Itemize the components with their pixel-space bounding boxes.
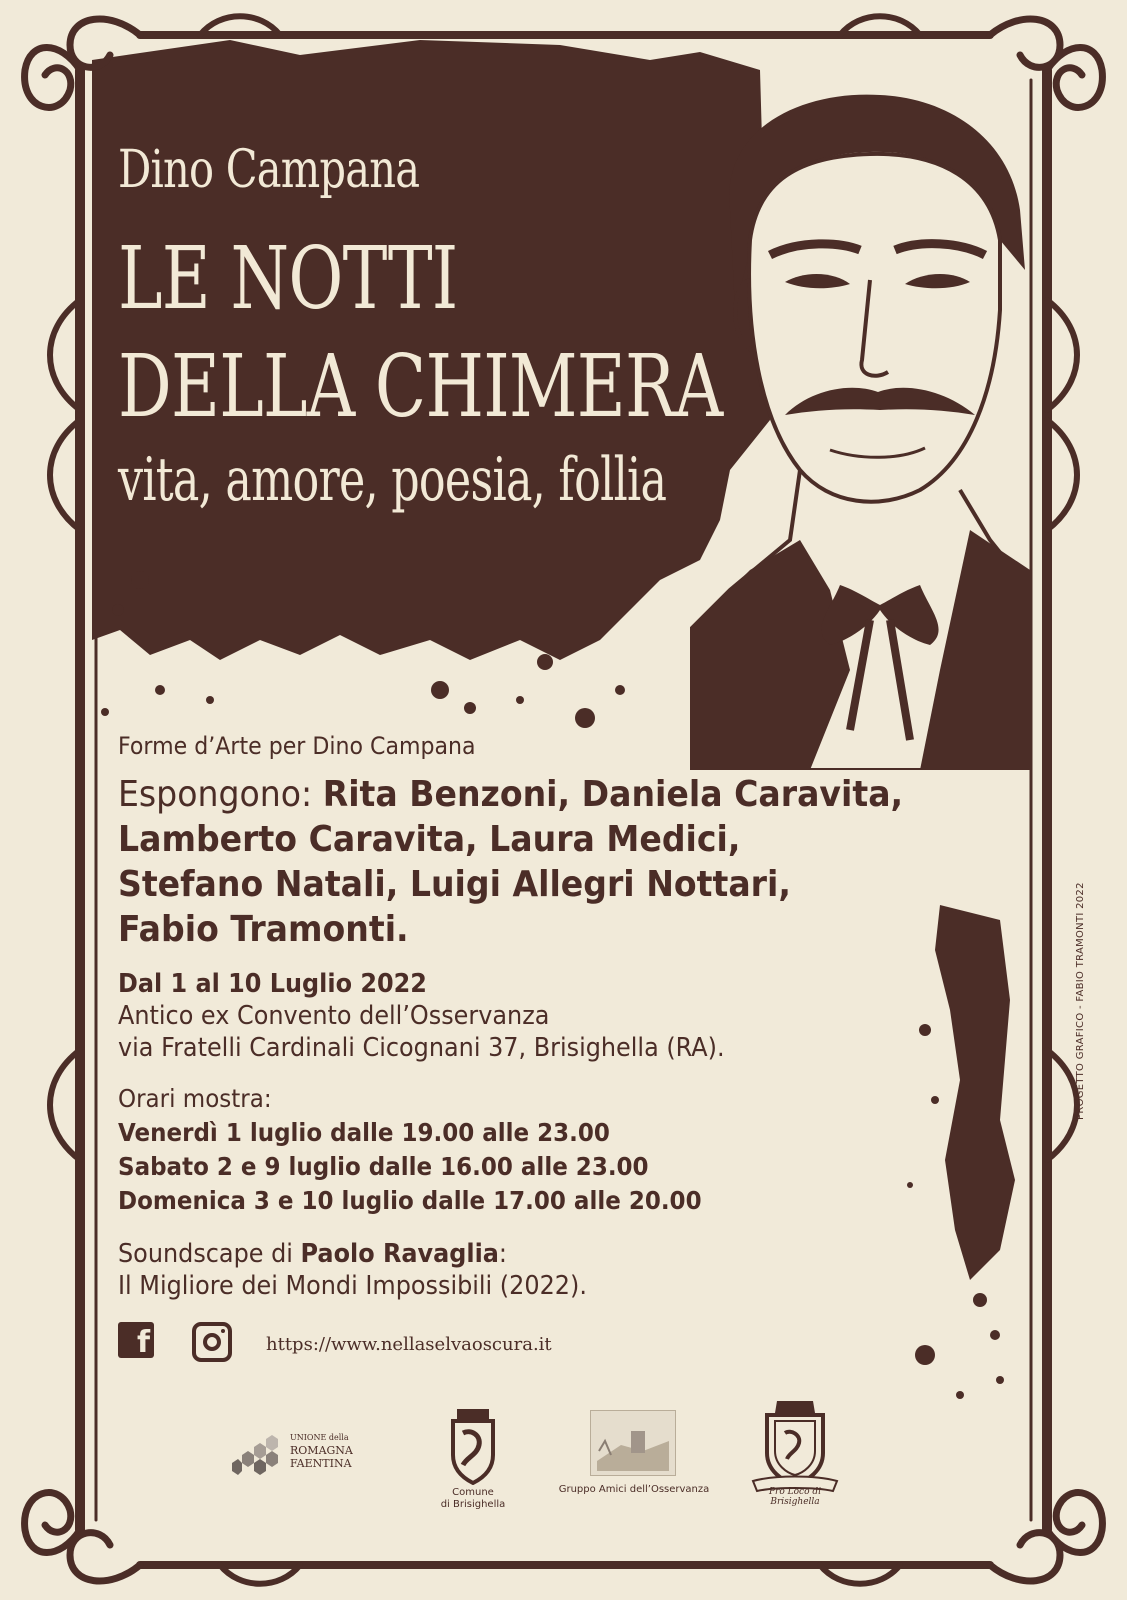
logo-unione-romagna-faentina [232, 1427, 382, 1477]
sponsor-logos [0, 1395, 1127, 1515]
artists-label: Espongono: [118, 774, 313, 815]
convent-picture-icon [590, 1410, 676, 1476]
page-title [118, 225, 722, 441]
soundscape-artist: Paolo Ravaglia [300, 1239, 499, 1269]
artists-line-1: Rita Benzoni, Daniela Caravita, [322, 774, 904, 815]
proloco-crest-icon [745, 1395, 845, 1495]
facebook-icon[interactable]: f [118, 1322, 154, 1358]
website-link[interactable]: https://www.nellaselvaoscura.it [266, 1334, 552, 1355]
hours-line-3: Domenica 3 e 10 luglio dalle 17.00 alle 20.00 [118, 1186, 702, 1215]
artists-line-2: Lamberto Caravita, Laura Medici, [118, 819, 741, 860]
logo-comune-brisighella [433, 1405, 513, 1515]
hours-line-2: Sabato 2 e 9 luglio dalle 16.00 alle 23.00 [118, 1152, 649, 1181]
hours-label: Orari mostra: [118, 1084, 272, 1113]
hexagon-logo-icon [232, 1427, 288, 1477]
unione-label: UNIONE della ROMAGNA FAENTINA [290, 1433, 353, 1470]
design-credit-text: PROGETTO GRAFICO - FABIO TRAMONTI 2022 [1075, 882, 1086, 1120]
hours-block [118, 1082, 702, 1218]
artists-line-4: Fabio Tramonti. [118, 909, 409, 950]
venue: Antico ex Convento dell’Osservanza [118, 1001, 550, 1031]
soundscape-block [118, 1238, 587, 1302]
proloco-label: Pro Loco di Brisighella [769, 1487, 821, 1507]
logo-proloco-brisighella [745, 1395, 845, 1515]
date-range: Dal 1 al 10 Luglio 2022 [118, 969, 427, 999]
hours-line-1: Venerdì 1 luglio dalle 19.00 alle 23.00 [118, 1118, 610, 1147]
gruppo-label: Gruppo Amici dell’Osservanza [558, 1484, 710, 1495]
title-line-2: DELLA CHIMERA [118, 337, 723, 437]
logo-gruppo-amici [544, 1410, 724, 1505]
title-line-1: LE NOTTI [118, 229, 458, 329]
subtitle: vita, amore, poesia, follia [118, 445, 667, 515]
soundscape-label: Soundscape di [118, 1239, 293, 1269]
city-crest-icon [433, 1405, 513, 1485]
address: via Fratelli Cardinali Cicognani 37, Brisighella (RA). [118, 1033, 725, 1063]
author-name: Dino Campana [118, 140, 420, 200]
artists-line-3: Stefano Natali, Luigi Allegri Nottari, [118, 864, 791, 905]
dates-block [118, 968, 725, 1064]
soundscape-colon: : [498, 1239, 507, 1269]
design-credit [1075, 820, 1100, 1120]
artists-list [118, 772, 903, 952]
comune-label: Comune di Brisighella [440, 1487, 506, 1510]
soundscape-work: Il Migliore dei Mondi Impossibili (2022). [118, 1271, 587, 1301]
exhibition-intro: Forme d’Arte per Dino Campana [118, 732, 476, 760]
instagram-icon[interactable] [192, 1322, 232, 1362]
